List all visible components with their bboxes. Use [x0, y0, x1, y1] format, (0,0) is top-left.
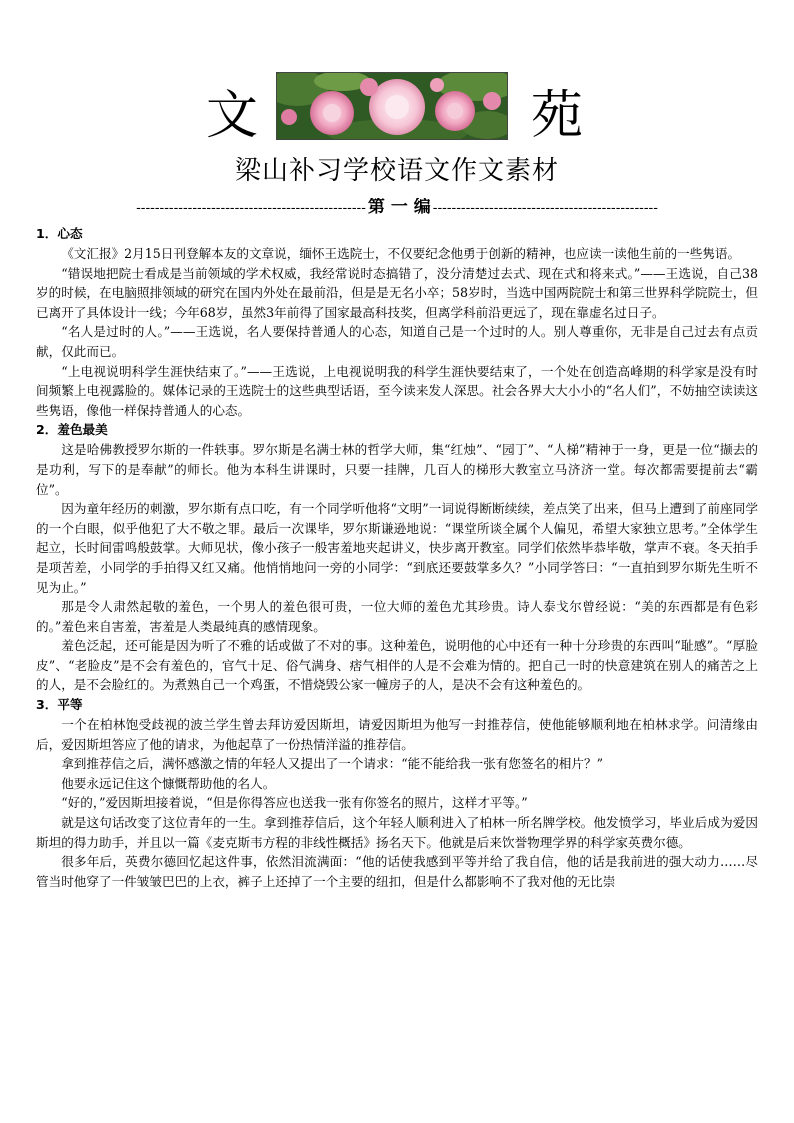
paragraph: 因为童年经历的刺激，罗尔斯有点口吃，有一个同学听他将“文明”一词说得断断续续，差点笑了出来，但马上遭到了前座同学的一个白眼，似乎他犯了大不敬之罪。最后一次课毕，罗尔斯谦逊地说：“课堂所谈全属个人偏见，希望大家独立思考。”全体学生起立，长时间雷鸣般鼓掌。大师见状，像小孩子一般害羞地夹起讲义，快步离开教室。同学们依然毕恭毕敬，掌声不衰。冬天拍手是项苦差，小同学的手拍得又红又痛。他悄悄地问一旁的小同学：“到底还要鼓掌多久？”小同学答曰：“一直拍到罗尔斯先生听不见为止。”: [36, 501, 758, 595]
document-page: [36, 72, 758, 891]
paragraph: 那是令人肃然起敬的羞色，一个男人的羞色很可贵，一位大师的羞色尤其珍贵。诗人泰戈尔曾经说：“美的东西都是有色彩的。”羞色来自害羞，害羞是人类最纯真的感情现象。: [36, 599, 758, 634]
divider-left-dashes: -------------------------------------------------: [136, 201, 366, 216]
paragraph: 一个在柏林饱受歧视的波兰学生曾去拜访爱因斯坦，请爱因斯坦为他写一封推荐信，使他能够顺利地在柏林求学。问清缘由后，爱因斯坦答应了他的请求，为他起草了一份热情洋溢的推荐信。: [36, 717, 758, 752]
paragraph: 拿到推荐信之后，满怀感激之情的年轻人又提出了一个请求：“能不能给我一张有您签名的相片？”: [61, 756, 604, 772]
paragraph: “错误地把院士看成是当前领域的学术权威，我经常说时态搞错了，没分清楚过去式、现在式和将来式。”——王选说，自己38岁的时候，在电脑照排领域的研究在国内外处在最前沿，但是是无名小卒；58岁时，当选中国两院院士和第三世界科学院院士，但已离开了具体设计一线；今年68岁，虽然3年前得了国家最高科技奖，但离学科前沿更远了，现在靠虚名过日子。: [36, 265, 758, 320]
paragraph: 这是哈佛教授罗尔斯的一件轶事。罗尔斯是名满士林的哲学大师，集“红烛”、“园丁”、“人梯”精神于一身，更是一位“撷去的是功利，写下的是奉献”的师长。他为本科生讲课时，只要一挂牌，几百人的梯形大教室立马济济一堂。每次都需要提前去“霸位”。: [36, 442, 758, 497]
document-body: [36, 224, 758, 891]
section: [36, 224, 758, 420]
section-divider: [36, 198, 758, 218]
section-title: 2．羞色最美: [36, 422, 108, 438]
paragraph: 羞色泛起，还可能是因为听了不雅的话或做了不对的事。这种羞色，说明他的心中还有一种十分珍贵的东西叫“耻感”。“厚脸皮”、“老脸皮”是不会有羞色的，官气十足、俗气满身、痞气相伴的人是不会难为情的。把自己一时的快意建筑在别人的痛苦之上的人，是不会脸红的。为煮熟自己一个鸡蛋，不惜烧毁公家一幢房子的人，是决不会有这种羞色的。: [36, 638, 758, 693]
paragraph: 很多年后，英费尔德回忆起这件事，依然泪流满面：“他的话使我感到平等并给了我自信，他的话是我前进的强大动力……尽管当时他穿了一件皱皱巴巴的上衣，裤子上还掉了一个主要的纽扣，但是什么都影响不了我对他的无比崇: [36, 854, 758, 889]
paragraph: “好的，”爱因斯坦接着说，“但是你得答应也送我一张有你签名的照片，这样才平等。”: [61, 795, 528, 811]
masthead-right-char: 苑: [531, 86, 584, 146]
section: [36, 420, 758, 695]
paragraph: 他要永远记住这个慷慨帮助他的名人。: [61, 775, 276, 791]
masthead-left-char: 文: [206, 86, 259, 146]
paragraph: “名人是过时的人。”——王选说，名人要保持普通人的心态，知道自己是一个过时的人。别人尊重你，无非是自己过去有点贡献，仅此而已。: [36, 324, 758, 359]
paragraph: “上电视说明科学生涯快结束了。”——王选说，上电视说明我的科学生涯快要结束了，一个处在创造高峰期的科学家是没有时间频繁上电视露脸的。媒体记录的王选院士的这些典型话语，至今读来发人深思。社会各界大大小小的“名人们”，不妨抽空读读这些隽语，像他一样保持普通人的心态。: [36, 363, 758, 418]
masthead: [36, 72, 758, 152]
section-title: 3．平等: [36, 697, 83, 713]
section-title: 1．心态: [36, 226, 83, 241]
paragraph: 《文汇报》2月15日刊登解本友的文章说，缅怀王选院士，不仅要纪念他勇于创新的精神，也应读一读他生前的一些隽语。: [61, 246, 741, 261]
divider-right-dashes: ------------------------------------------------: [432, 201, 658, 216]
peony-flower-image: [276, 72, 508, 140]
paragraph: 就是这句话改变了这位青年的一生。拿到推荐信后，这个年轻人顺利进入了柏林一所名牌学校。他发愤学习，毕业后成为爱因斯坦的得力助手，并且以一篇《麦克斯韦方程的非线性概括》扬名天下。他就是后来饮誉物理学界的科学家英费尔德。: [36, 815, 758, 850]
divider-label: 第 一 编: [367, 198, 431, 217]
section: [36, 695, 758, 891]
document-subtitle: 梁山补习学校语文作文素材: [234, 156, 559, 186]
